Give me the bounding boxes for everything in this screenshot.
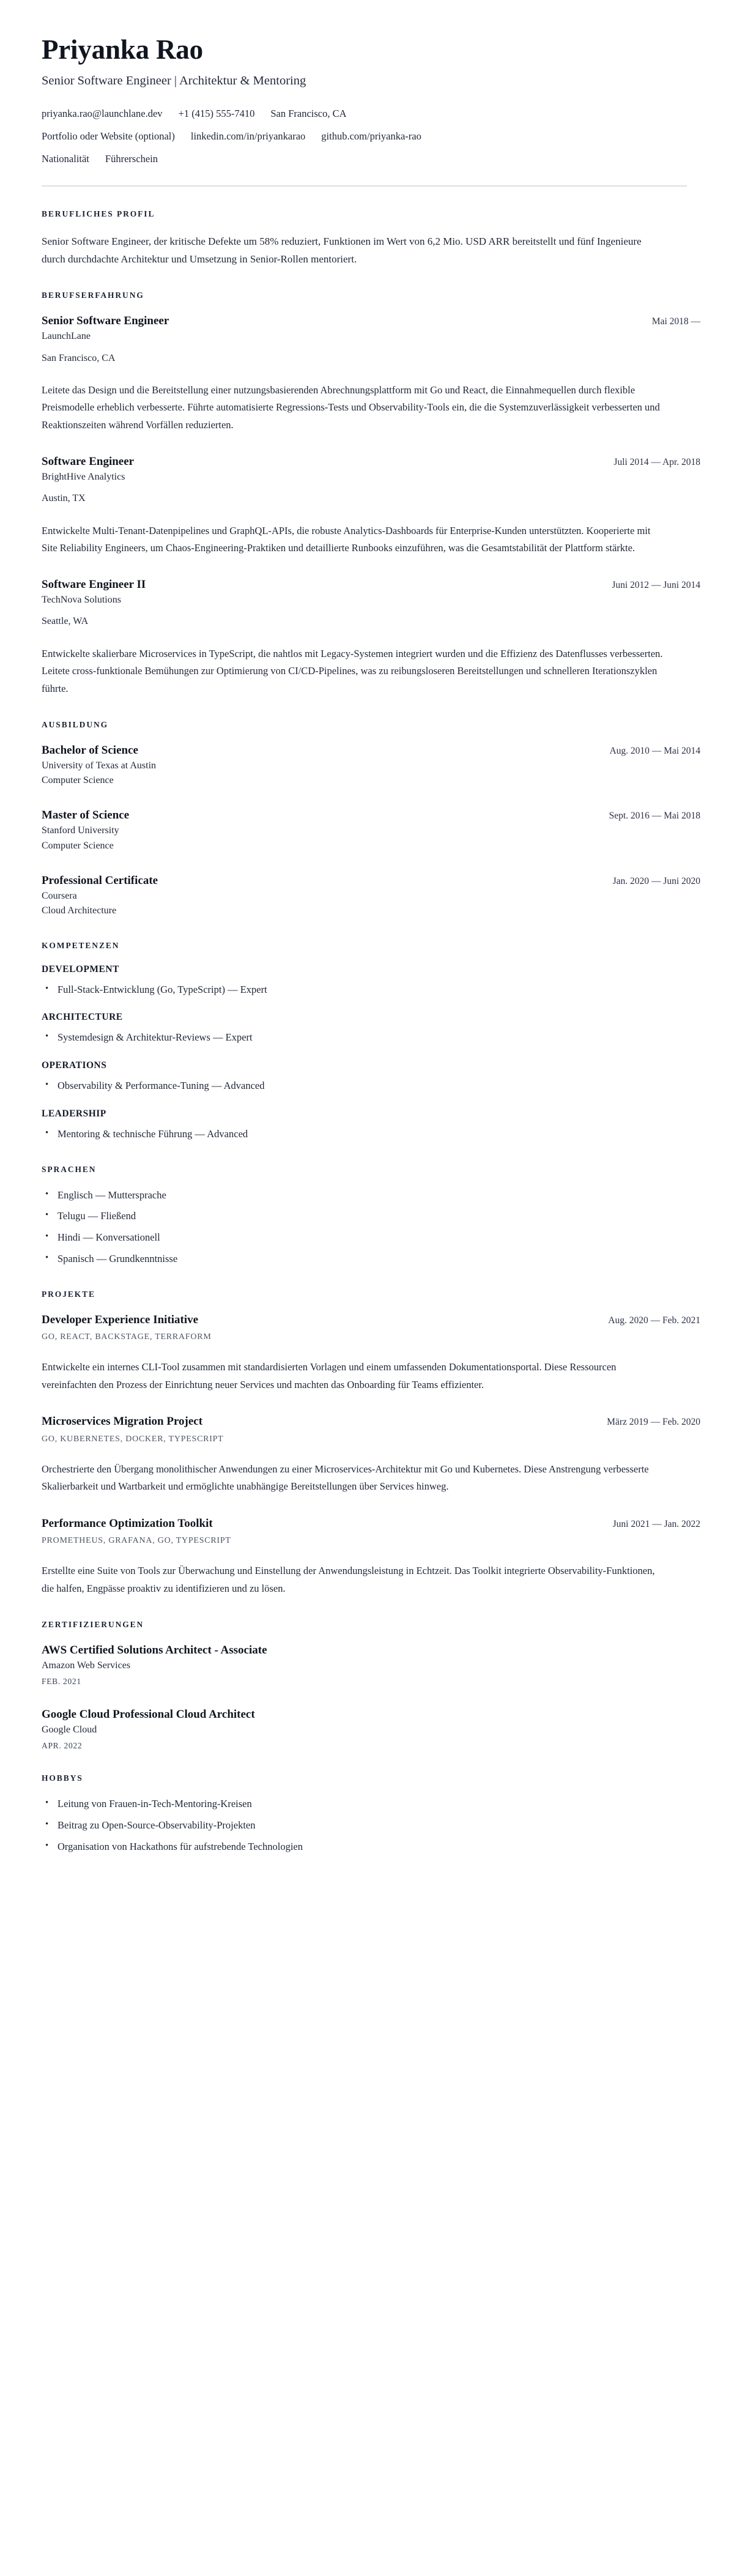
contact-github[interactable]: github.com/priyanka-rao <box>321 130 421 142</box>
project-date: Aug. 2020 — Feb. 2021 <box>608 1315 700 1326</box>
section-title-experience: BERUFSERFAHRUNG <box>42 291 144 300</box>
education-entry-header <box>42 874 700 888</box>
language-item: • Hindi — Konversationell <box>42 1230 700 1245</box>
section-profile <box>42 209 700 268</box>
skill-list <box>42 1078 700 1094</box>
degree-name: Master of Science <box>42 809 130 822</box>
institution-name: Stanford University <box>42 825 119 836</box>
section-projects <box>42 1290 700 1598</box>
education-entry-header <box>42 808 700 823</box>
skill-group <box>42 1012 700 1045</box>
contact-row-primary <box>42 108 700 120</box>
job-title: Software Engineer II <box>42 578 146 592</box>
profile-summary: Senior Software Engineer, der kritische Defekte um 58% reduziert, Funktionen im Wert von 6,2 Mio. USD ARR bereitstellt und fünf Ingenieure durch durchdachte Architektur und Umsetzung in Senior-Rollen mentoriert. <box>42 235 642 265</box>
section-title-education: AUSBILDUNG <box>42 719 109 729</box>
job-location: Austin, TX <box>42 493 86 504</box>
project-entry-header <box>42 1313 700 1327</box>
job-description: Entwickelte skalierbare Microservices in TypeScript, die nahtlos mit Legacy-Systemen integriert wurden und die Effizienz des Datenflusses verbesserten. Leitete cross-funktionale Bemühungen zur Optimierung von CI/CD-Pipelines, was zu reibungsloseren Bereitstellungen und schnelleren Iterationszyklen führte. <box>42 647 663 694</box>
job-location: Seattle, WA <box>42 616 89 627</box>
skill-group <box>42 1060 700 1094</box>
project-name: Microservices Migration Project <box>42 1415 203 1428</box>
section-languages <box>42 1165 700 1267</box>
skill-list <box>42 1030 700 1045</box>
hobby-list <box>42 1797 700 1854</box>
job-description: Leitete das Design und die Bereitstellung einer nutzungsbasierenden Abrechnungsplattform mit Go und React, die Einnahmequellen durch flexible Preismodelle erheblich verbesserte. Führte automatisierte Regressions-Tests und Observability-Tools ein, die die Systemzuverlässigkeit verbesserten und Reaktionszeiten während Vorfällen reduzierten. <box>42 384 660 431</box>
project-description: Entwickelte ein internes CLI-Tool zusammen mit standardisierten Vorlagen und einem umfassenden Dokumentationsportal. Diese Ressourcen vereinfachten den Prozess der Einrichtung neuer Services und machten das Onboarding für Teams effizienter. <box>42 1361 617 1390</box>
contact-drivers-license: Führerschein <box>105 152 158 165</box>
section-title-skills: KOMPETENZEN <box>42 940 120 950</box>
resume-header <box>42 35 700 187</box>
certification-date: FEB. 2021 <box>42 1677 81 1687</box>
certification-name: Google Cloud Professional Cloud Architect <box>42 1708 255 1721</box>
section-title-profile: BERUFLICHES PROFIL <box>42 209 155 218</box>
degree-name: Professional Certificate <box>42 874 158 888</box>
project-entry <box>42 1313 700 1394</box>
header-divider <box>42 185 687 187</box>
section-certifications <box>42 1620 700 1751</box>
experience-entry-header <box>42 314 700 328</box>
project-entry-header <box>42 1414 700 1429</box>
project-name: Developer Experience Initiative <box>42 1313 199 1326</box>
job-title: Software Engineer <box>42 455 135 469</box>
degree-date: Sept. 2016 — Mai 2018 <box>609 811 700 822</box>
experience-entry <box>42 314 700 434</box>
experience-entry <box>42 455 700 557</box>
skill-category-label: LEADERSHIP <box>42 1108 106 1119</box>
field-of-study: Computer Science <box>42 840 114 851</box>
candidate-headline: Senior Software Engineer | Architektur & Mentoring <box>42 74 306 88</box>
project-description: Erstellte eine Suite von Tools zur Überwachung und Einstellung der Anwendungsleistung in Echtzeit. Das Toolkit integrierte Observability-Funktionen, die halfen, Engpässe proaktiv zu identifizieren und zu lösen. <box>42 1565 655 1594</box>
contact-location: San Francisco, CA <box>270 107 347 119</box>
certification-issuer: Amazon Web Services <box>42 1660 131 1671</box>
project-date: Juni 2021 — Jan. 2022 <box>612 1518 700 1529</box>
section-title-projects: PROJEKTE <box>42 1289 95 1299</box>
contact-linkedin[interactable]: linkedin.com/in/priyankarao <box>190 130 306 142</box>
hobby-item: • Beitrag zu Open-Source-Observability-Projekten <box>42 1818 700 1833</box>
skill-item: • Systemdesign & Architektur-Reviews — Expert <box>42 1030 700 1045</box>
contact-row-personal <box>42 153 700 165</box>
job-location: San Francisco, CA <box>42 352 116 363</box>
institution-name: University of Texas at Austin <box>42 760 157 771</box>
job-description: Entwickelte Multi-Tenant-Datenpipelines und GraphQL-APIs, die robuste Analytics-Dashboards für Enterprise-Kunden unterstützten. Kooperierte mit Site Reliability Engineers, um Chaos-Engineering-Praktiken und detaillierte Runbooks einzuführen, was die Gesamtstabilität der Plattform stärkte. <box>42 524 651 554</box>
degree-date: Aug. 2010 — Mai 2014 <box>609 745 700 756</box>
experience-entry-header <box>42 455 700 469</box>
project-date: März 2019 — Feb. 2020 <box>607 1417 700 1428</box>
job-date: Juni 2012 — Juni 2014 <box>612 580 700 591</box>
skill-item: • Mentoring & technische Führung — Advanced <box>42 1127 700 1142</box>
certification-entry <box>42 1643 700 1687</box>
project-entry-header <box>42 1516 700 1531</box>
section-title-certifications: ZERTIFIZIERUNGEN <box>42 1620 144 1630</box>
education-entry <box>42 874 700 918</box>
field-of-study: Cloud Architecture <box>42 905 117 916</box>
job-company: BrightHive Analytics <box>42 471 125 482</box>
certification-name: AWS Certified Solutions Architect - Associate <box>42 1644 267 1657</box>
experience-entry <box>42 577 700 697</box>
skill-category-label: ARCHITECTURE <box>42 1012 123 1023</box>
language-item: • Telugu — Fließend <box>42 1209 700 1224</box>
education-entry-header <box>42 743 700 758</box>
job-title: Senior Software Engineer <box>42 314 169 328</box>
education-entry <box>42 808 700 853</box>
language-item: • Englisch — Muttersprache <box>42 1188 700 1203</box>
skill-item: • Full-Stack-Entwicklung (Go, TypeScript) — Expert <box>42 982 700 998</box>
job-company: TechNova Solutions <box>42 595 121 606</box>
skill-group <box>42 964 700 998</box>
contact-phone[interactable]: +1 (415) 555-7410 <box>178 107 255 119</box>
section-experience <box>42 291 700 697</box>
job-date: Juli 2014 — Apr. 2018 <box>614 457 700 468</box>
section-education <box>42 720 700 918</box>
contact-nationality: Nationalität <box>42 152 89 165</box>
education-entry <box>42 743 700 788</box>
project-entry <box>42 1414 700 1496</box>
project-description: Orchestrierte den Übergang monolithischer Anwendungen zu einer Microservices-Architektur mit Go und Kubernetes. Diese Anstrengung verbesserte Skalierbarkeit und Wartbarkeit und ermöglichte unabhängige Bereitstellungen über Services hinweg. <box>42 1463 649 1493</box>
degree-date: Jan. 2020 — Juni 2020 <box>612 876 700 887</box>
degree-name: Bachelor of Science <box>42 743 138 757</box>
skill-category-label: DEVELOPMENT <box>42 963 119 974</box>
contact-portfolio[interactable]: Portfolio oder Website (optional) <box>42 130 175 142</box>
section-title-languages: SPRACHEN <box>42 1164 97 1174</box>
language-item: • Spanisch — Grundkenntnisse <box>42 1252 700 1267</box>
job-date: Mai 2018 — <box>651 316 700 327</box>
skill-list <box>42 982 700 998</box>
field-of-study: Computer Science <box>42 775 114 786</box>
contact-email[interactable]: priyanka.rao@launchlane.dev <box>42 107 163 119</box>
certification-date: APR. 2022 <box>42 1741 83 1751</box>
experience-entry-header <box>42 577 700 592</box>
project-tech-stack: GO, REACT, BACKSTAGE, TERRAFORM <box>42 1332 212 1342</box>
project-tech-stack: GO, KUBERNETES, DOCKER, TYPESCRIPT <box>42 1434 224 1444</box>
language-list <box>42 1188 700 1267</box>
hobby-item: • Leitung von Frauen-in-Tech-Mentoring-Kreisen <box>42 1797 700 1812</box>
job-company: LaunchLane <box>42 331 91 342</box>
project-name: Performance Optimization Toolkit <box>42 1516 213 1530</box>
contact-row-links <box>42 130 700 143</box>
candidate-name: Priyanka Rao <box>42 34 203 65</box>
skill-item: • Observability & Performance-Tuning — Advanced <box>42 1078 700 1094</box>
skill-list <box>42 1127 700 1142</box>
hobby-item: • Organisation von Hackathons für aufstrebende Technologien <box>42 1839 700 1855</box>
section-skills <box>42 941 700 1142</box>
skill-group <box>42 1108 700 1142</box>
certification-issuer: Google Cloud <box>42 1724 97 1735</box>
certification-entry <box>42 1707 700 1751</box>
section-title-hobbies: HOBBYS <box>42 1773 83 1783</box>
project-entry <box>42 1516 700 1598</box>
skill-category-label: OPERATIONS <box>42 1060 107 1071</box>
institution-name: Coursera <box>42 890 77 901</box>
project-tech-stack: PROMETHEUS, GRAFANA, GO, TYPESCRIPT <box>42 1536 231 1546</box>
section-hobbies <box>42 1773 700 1854</box>
